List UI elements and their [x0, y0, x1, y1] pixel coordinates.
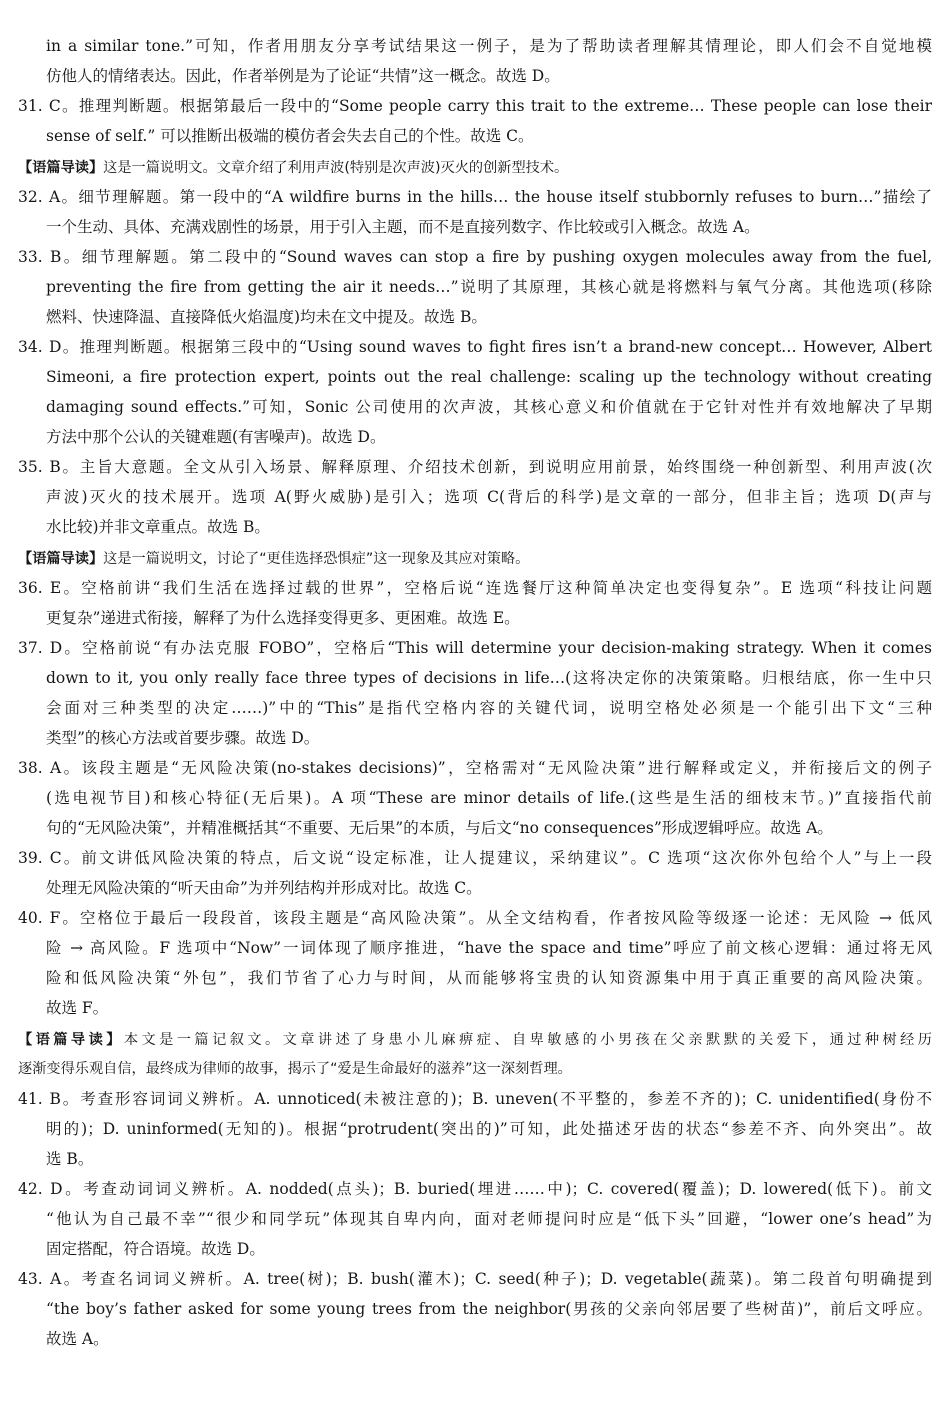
explanation-line [46, 1238, 932, 1260]
explanation-line [46, 486, 932, 508]
line-text: 处理无风险决策的“听天由命”为并列结构并形成对比。故选 C。 [46, 879, 482, 897]
explanation-line [46, 667, 932, 689]
explanation-line [46, 787, 932, 809]
line-text: 险 → 高风险。F 选项中“Now”一词体现了顺序推进，“have the space and time”呼应了前文核心逻辑：通过将无风 [46, 939, 932, 957]
line-text: 故选 F。 [46, 999, 109, 1017]
line-text: 33. B。细节理解题。第二段中的“Sound waves can stop a fire by pushing oxygen molecules away from the fuel, [18, 248, 932, 266]
line-text: 34. D。推理判断题。根据第三段中的“Using sound waves to fight fires isn’t a brand-new concept… However, Albert [18, 338, 932, 356]
line-text: 声波)灭火的技术展开。选项 A(野火威胁)是引入；选项 C(背后的科学)是文章的一部分，但非主旨；选项 D(声与 [46, 488, 932, 506]
explanation-line [18, 1178, 932, 1200]
line-text: “他认为自己最不幸”“很少和同学玩”体现其自卑内向，面对老师提问时应是“低下头”回避，“lower one’s head”为 [46, 1210, 932, 1228]
passage-guide-line [18, 157, 932, 179]
explanation-line [46, 697, 932, 719]
explanation-line [46, 1208, 932, 1230]
line-text: 41. B。考查形容词词义辨析。A. unnoticed(未被注意的)；B. uneven(不平整的，参差不齐的)；C. unidentified(身份不 [18, 1090, 932, 1108]
explanation-line [46, 396, 932, 418]
line-text: (选电视节目)和核心特征(无后果)。A 项“These are minor details of life.(这些是生活的细枝末节。)”直接指代前 [46, 789, 932, 807]
explanation-line [18, 186, 932, 208]
line-text: 本文是一篇记叙文。文章讲述了身患小儿麻痹症、自卑敏感的小男孩在父亲默默的关爱下，通过种树经历 [123, 1032, 932, 1048]
line-text: 方法中那个公认的关键难题(有害噪声)。故选 D。 [46, 428, 386, 446]
line-text: 一个生动、具体、充满戏剧性的场景，用于引入主题，而不是直接列数字、作比较或引入概念。故选 A。 [46, 218, 760, 236]
line-text: 故选 A。 [46, 1330, 109, 1348]
explanation-line [18, 1088, 932, 1110]
line-text: sense of self.” 可以推断出极端的模仿者会失去自己的个性。故选 C。 [46, 127, 534, 145]
explanation-line [46, 817, 932, 839]
line-text: 40. F。空格位于最后一段段首，该段主题是“高风险决策”。从全文结构看，作者按风险等级逐一论述：无风险 → 低风 [18, 909, 932, 927]
explanation-line [46, 1148, 932, 1170]
passage-guide-line [18, 548, 932, 570]
explanation-line [46, 877, 932, 899]
explanation-line [46, 727, 932, 749]
explanation-line [18, 336, 932, 358]
line-text: 类型”的核心方法或首要步骤。故选 D。 [46, 729, 320, 747]
line-text: 35. B。主旨大意题。全文从引入场景、解释原理、介绍技术创新，到说明应用前景，始终围绕一种创新型、利用声波(次 [18, 458, 932, 476]
explanation-line [46, 1118, 932, 1140]
line-text: 32. A。细节理解题。第一段中的“A wildfire burns in the hills… the house itself stubbornly refuses to burn…”描绘了 [18, 188, 932, 206]
line-text: down to it, you only really face three types of decisions in life…(这将决定你的决策策略。归根结底，你一生中只 [46, 669, 932, 687]
line-text: 逐渐变得乐观自信，最终成为律师的故事，揭示了“爱是生命最好的滋养”这一深刻哲理。 [18, 1061, 572, 1077]
explanation-line [18, 907, 932, 929]
line-text: 选 B。 [46, 1150, 94, 1168]
line-text: 明的)；D. uninformed(无知的)。根据“protrudent(突出的)”可知，此处描述牙齿的状态“参差不齐、向外突出”。故 [46, 1120, 932, 1138]
explanation-line [18, 847, 932, 869]
explanation-line [46, 216, 932, 238]
explanation-line [46, 516, 932, 538]
explanation-line [46, 426, 932, 448]
explanation-line [18, 757, 932, 779]
passage-guide-line [18, 1029, 932, 1051]
explanation-line [18, 577, 932, 599]
line-text: 这是一篇说明文，讨论了“更佳选择恐惧症”这一现象及其应对策略。 [103, 551, 530, 567]
explanation-line [18, 637, 932, 659]
explanation-line [46, 607, 932, 629]
explanation-line [46, 937, 932, 959]
explanation-line [18, 95, 932, 117]
line-text: 43. A。考查名词词义辨析。A. tree(树)；B. bush(灌木)；C. seed(种子)；D. vegetable(蔬菜)。第二段首句明确提到 [18, 1270, 932, 1288]
line-text: 这是一篇说明文。文章介绍了利用声波(特别是次声波)灭火的创新型技术。 [103, 160, 569, 176]
line-text: preventing the fire from getting the air it needs…”说明了其原理，其核心就是将燃料与氧气分离。其他选项(移除 [46, 278, 932, 296]
passage-guide-label: 【语篇导读】 [18, 551, 104, 567]
explanation-line [46, 35, 932, 57]
line-text: damaging sound effects.”可知，Sonic 公司使用的次声波，其核心意义和价值就在于它针对性并有效地解决了早期 [46, 398, 932, 416]
explanation-line [46, 65, 932, 87]
line-text: 37. D。空格前说“有办法克服 FOBO”，空格后“This will determine your decision-making strategy. When it comes [18, 639, 932, 657]
line-text: 水比较)并非文章重点。故选 B。 [46, 518, 270, 536]
explanation-line [18, 456, 932, 478]
line-text: 固定搭配，符合语境。故选 D。 [46, 1240, 265, 1258]
line-text: 句的“无风险决策”，并精准概括其“不重要、无后果”的本质，与后文“no consequences”形成逻辑呼应。故选 A。 [46, 819, 833, 837]
line-text: 31. C。推理判断题。根据第最后一段中的“Some people carry this trait to the extreme… These people can lose their [18, 97, 932, 115]
line-text: 更复杂”递进式衔接，解释了为什么选择变得更多、更困难。故选 E。 [46, 609, 520, 627]
line-text: “the boy’s father asked for some young trees from the neighbor(男孩的父亲向邻居要了些树苗)”，前后文呼应。 [46, 1300, 932, 1318]
explanation-line [46, 1298, 932, 1320]
explanation-line [46, 306, 932, 328]
line-text: 燃料、快速降温、直接降低火焰温度)均未在文中提及。故选 B。 [46, 308, 487, 326]
explanation-line [46, 366, 932, 388]
line-text: 会面对三种类型的决定……)”中的“This”是指代空格内容的关键代词，说明空格处必须是一个能引出下文“三种 [46, 699, 932, 717]
explanation-line [18, 1268, 932, 1290]
line-text: 仿他人的情绪表达。因此，作者举例是为了论证“共情”这一概念。故选 D。 [46, 67, 560, 85]
line-text: 38. A。该段主题是“无风险决策(no-stakes decisions)”，空格需对“无风险决策”进行解释或定义，并衔接后文的例子 [18, 759, 932, 777]
explanation-line [46, 125, 932, 147]
explanation-line [46, 1328, 932, 1350]
line-text: 39. C。前文讲低风险决策的特点，后文说“设定标准，让人提建议，采纳建议”。C 选项“这次你外包给个人”与上一段 [18, 849, 932, 867]
passage-guide-label: 【语篇导读】 [18, 1032, 124, 1048]
line-text: 42. D。考查动词词义辨析。A. nodded(点头)；B. buried(埋进……中)；C. covered(覆盖)；D. lowered(低下)。前文 [18, 1180, 932, 1198]
explanation-line [18, 1058, 932, 1080]
line-text: in a similar tone.”可知，作者用朋友分享考试结果这一例子，是为了帮助读者理解其情理论，即人们会不自觉地模 [46, 37, 932, 55]
line-text: 36. E。空格前讲“我们生活在选择过载的世界”，空格后说“连选餐厅这种简单决定也变得复杂”。E 选项“科技让问题 [18, 579, 932, 597]
passage-guide-label: 【语篇导读】 [18, 160, 104, 176]
explanation-line [46, 997, 932, 1019]
line-text: Simeoni, a fire protection expert, points out the real challenge: scaling up the technology without creating [46, 368, 932, 386]
explanation-line [46, 276, 932, 298]
explanation-line [18, 246, 932, 268]
explanation-line [46, 967, 932, 989]
line-text: 险和低风险决策“外包”，我们节省了心力与时间，从而能够将宝贵的认知资源集中用于真正重要的高风险决策。 [46, 969, 932, 987]
